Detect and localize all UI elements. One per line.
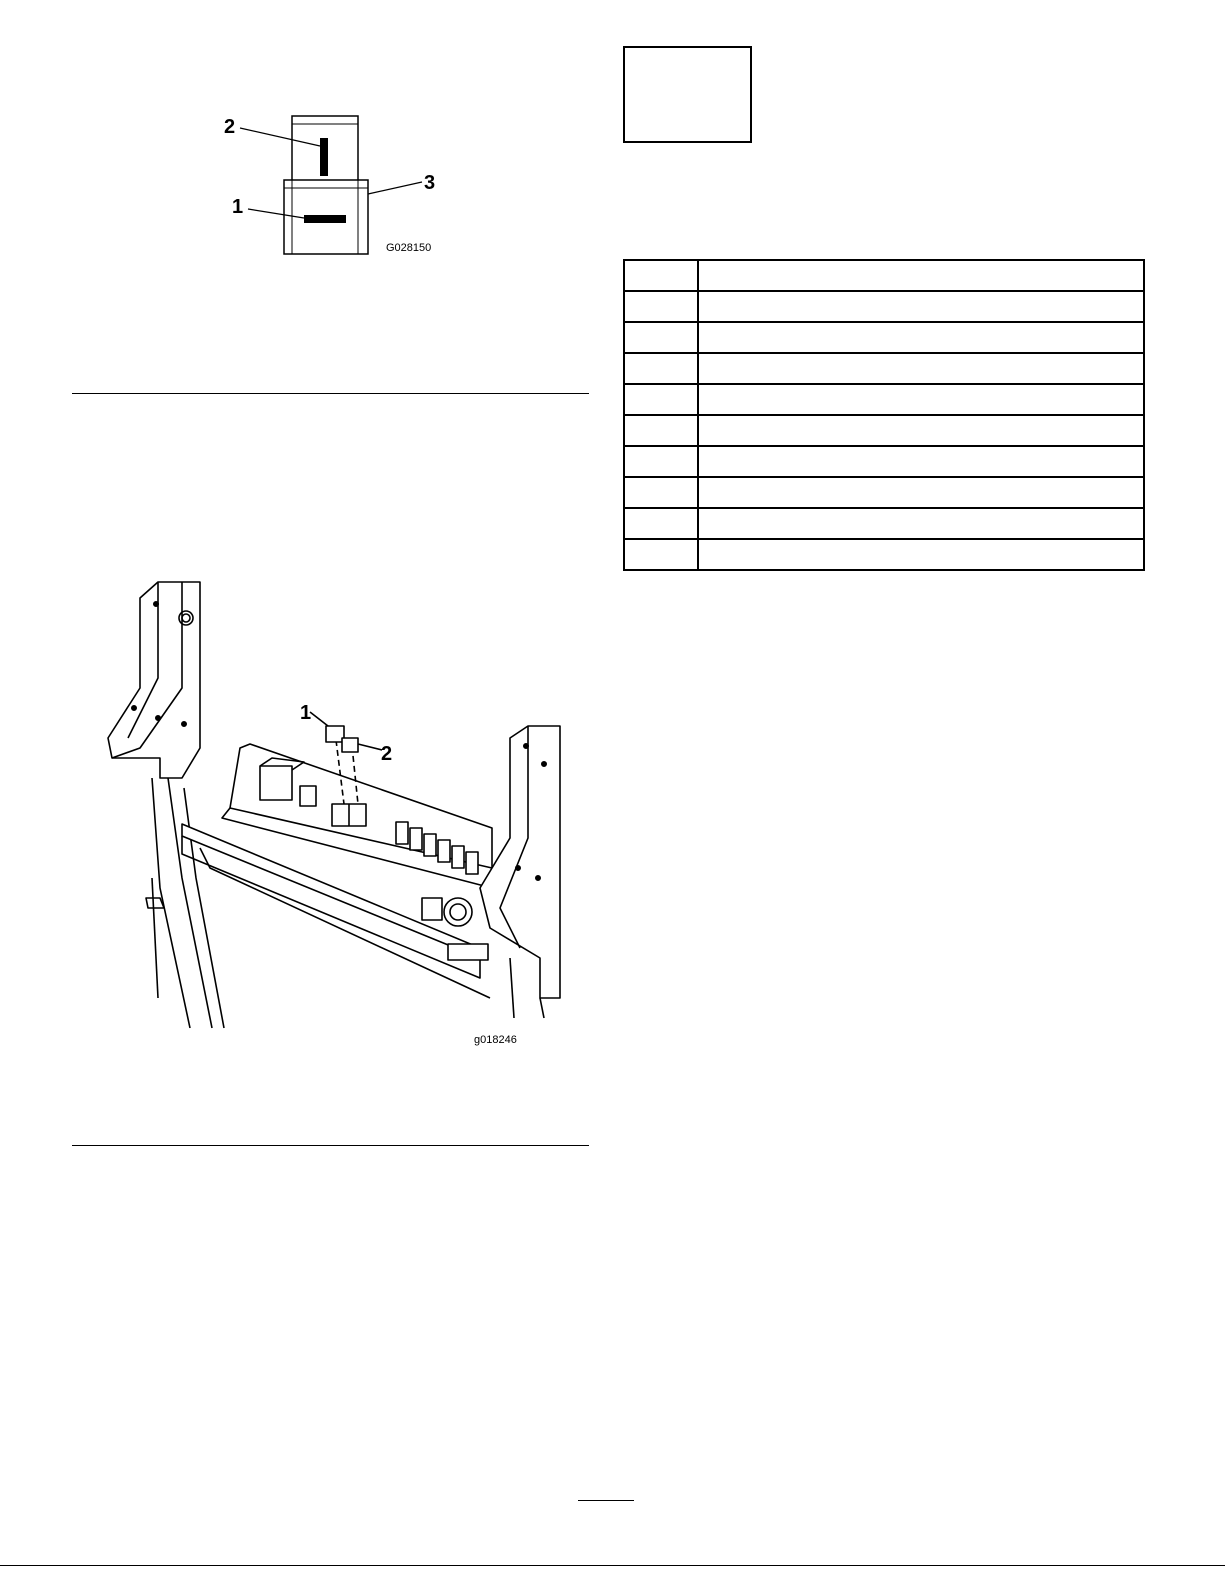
table-row [624, 415, 1144, 446]
section-divider [72, 393, 589, 394]
callout-2: 2 [224, 116, 236, 138]
callout-1: 1 [300, 702, 312, 724]
table-row [624, 539, 1144, 570]
figure-code: G028150 [386, 242, 432, 254]
table-cell [624, 415, 698, 446]
table-cell [624, 291, 698, 322]
table-row [624, 477, 1144, 508]
table-cell [698, 508, 1144, 539]
table-cell [624, 446, 698, 477]
table-cell [698, 260, 1144, 291]
table-cell [624, 322, 698, 353]
table-cell [624, 539, 698, 570]
table-cell [698, 322, 1144, 353]
table-row [624, 322, 1144, 353]
table-cell [624, 508, 698, 539]
section-divider [72, 1145, 589, 1146]
table-row [624, 353, 1144, 384]
callout-2: 2 [381, 743, 393, 765]
empty-table [623, 259, 1145, 571]
table-row [624, 384, 1144, 415]
table-cell [624, 260, 698, 291]
footer-rule [0, 1565, 1225, 1566]
table-cell [624, 477, 698, 508]
table-cell [698, 384, 1144, 415]
figure-code: g018246 [474, 1034, 517, 1046]
table-cell [698, 353, 1144, 384]
table-cell [698, 539, 1144, 570]
table-row [624, 446, 1144, 477]
empty-box [623, 46, 752, 143]
table-cell [624, 384, 698, 415]
table-row [624, 260, 1144, 291]
table-row [624, 508, 1144, 539]
table-cell [698, 291, 1144, 322]
page-number-rule [578, 1500, 634, 1501]
callout-1: 1 [232, 196, 244, 218]
table-cell [698, 446, 1144, 477]
table-cell [698, 477, 1144, 508]
figure-frame [100, 578, 570, 1038]
table-cell [698, 415, 1144, 446]
table-row [624, 291, 1144, 322]
frame-illustration [100, 578, 570, 1038]
callout-3: 3 [424, 172, 436, 194]
table-cell [624, 353, 698, 384]
